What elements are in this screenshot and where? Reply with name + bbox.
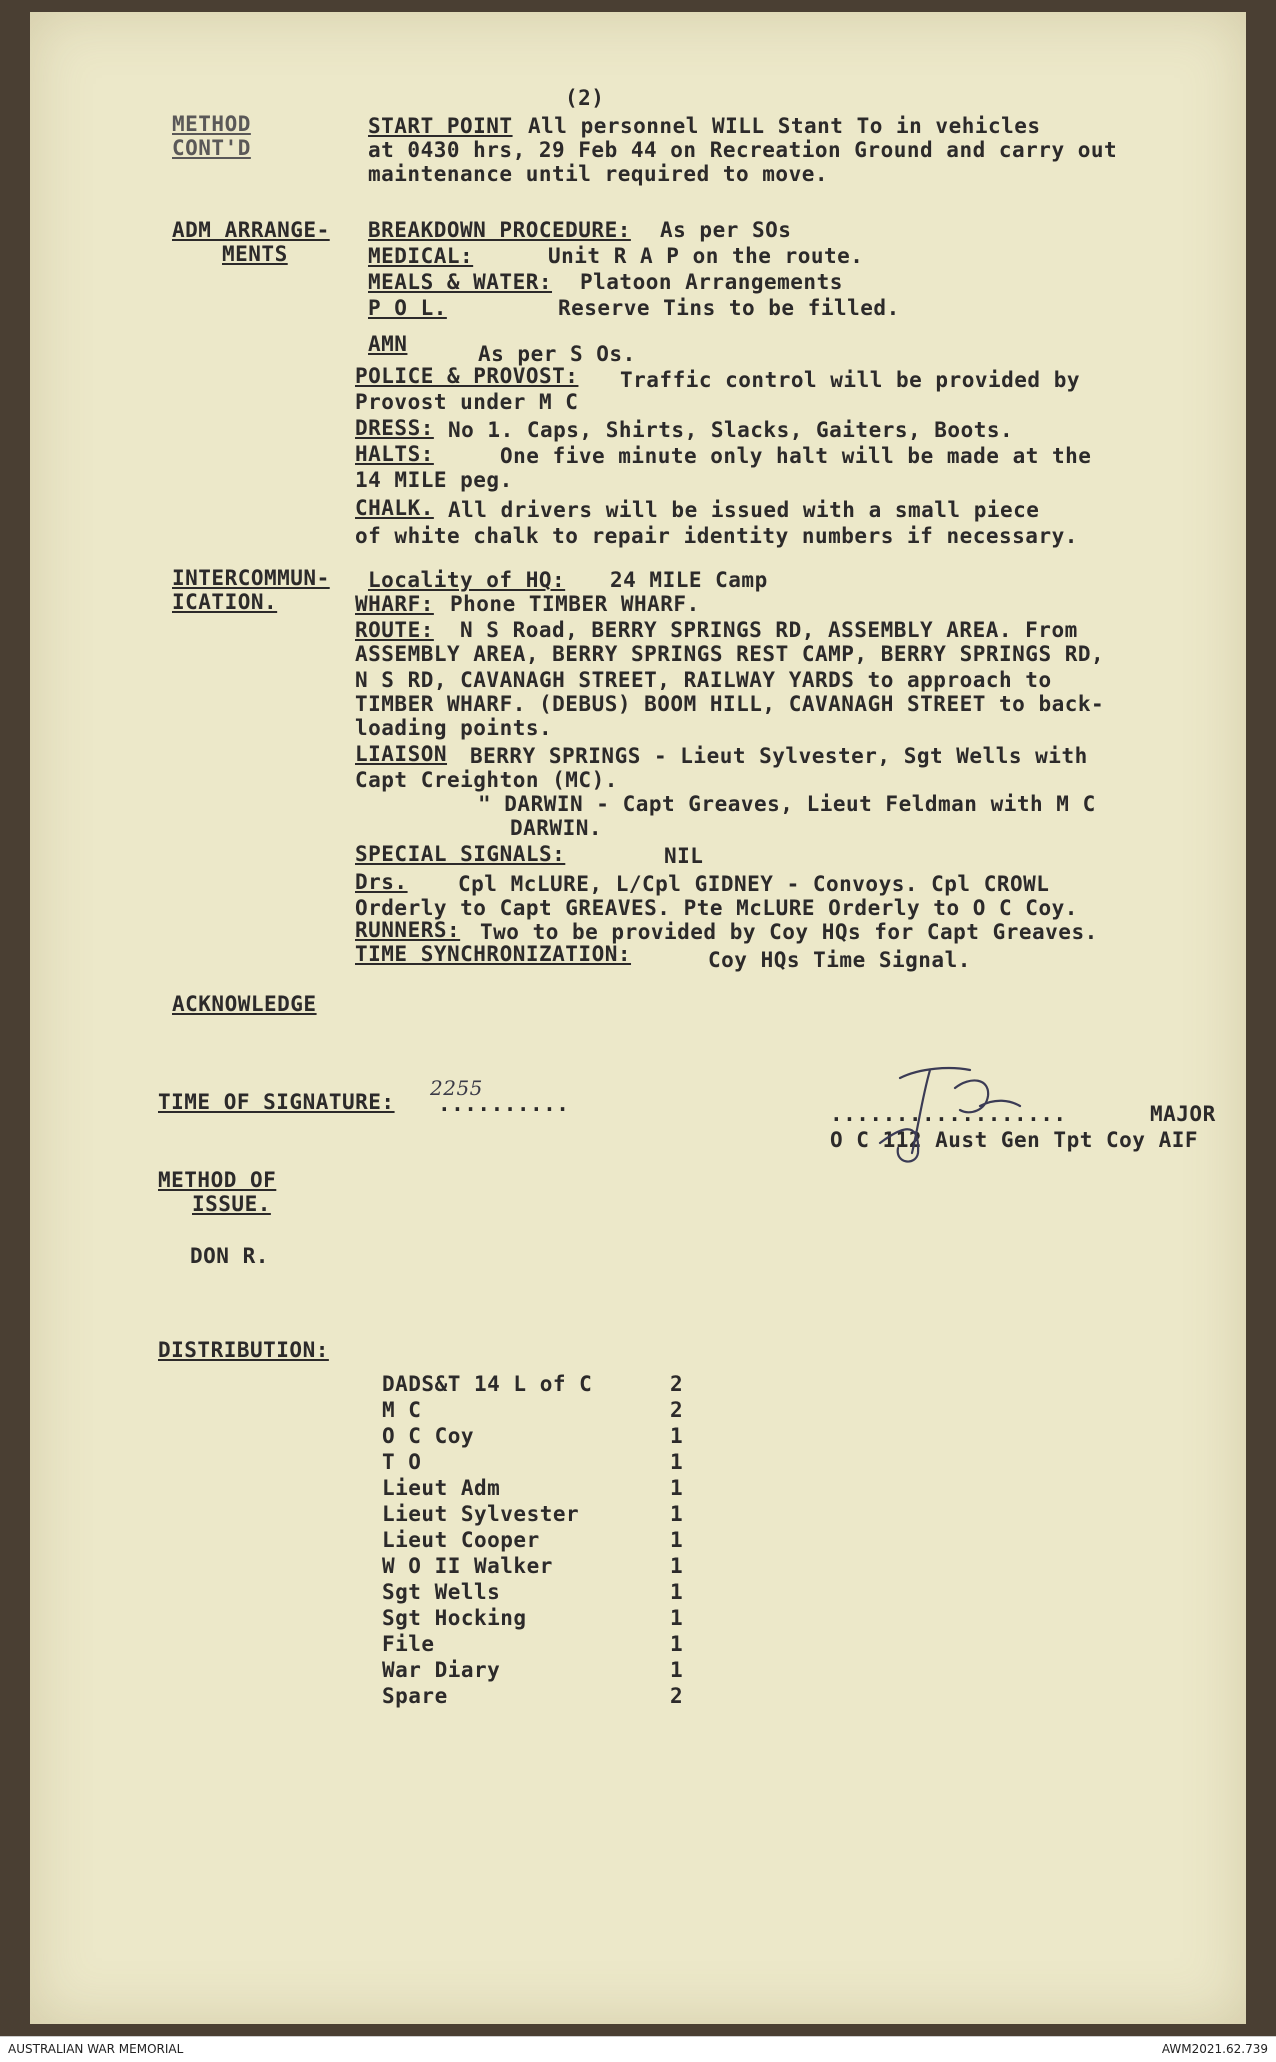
acknowledge: ACKNOWLEDGE bbox=[172, 992, 317, 1016]
distribution-name: W O II Walker bbox=[382, 1554, 553, 1578]
meals-label: MEALS & WATER: bbox=[368, 270, 553, 294]
route-text-cont: TIMBER WHARF. (DEBUS) BOOM HILL, CAVANAGH STREET to back- bbox=[355, 692, 1105, 716]
distribution-name: File bbox=[382, 1632, 435, 1656]
liaison-text: BERRY SPRINGS - Lieut Sylvester, Sgt Wells with bbox=[470, 744, 1088, 768]
distribution-qty: 1 bbox=[670, 1424, 684, 1448]
amn-text: As per S Os. bbox=[478, 342, 636, 366]
halts-text-cont: 14 MILE peg. bbox=[355, 468, 513, 492]
signature-rank: MAJOR bbox=[1150, 1102, 1216, 1126]
adm-heading-cont: MENTS bbox=[222, 242, 288, 266]
method-line: maintenance until required to move. bbox=[368, 162, 829, 186]
wharf-label: WHARF: bbox=[355, 592, 434, 616]
distribution-name: O C Coy bbox=[382, 1424, 475, 1448]
liaison-label: LIAISON bbox=[355, 742, 448, 766]
intercom-heading-cont: ICATION. bbox=[172, 590, 278, 614]
distribution-qty: 1 bbox=[670, 1632, 684, 1656]
method-of-issue-heading-cont: ISSUE. bbox=[192, 1192, 271, 1216]
halts-label: HALTS: bbox=[355, 442, 434, 466]
meals-text: Platoon Arrangements bbox=[580, 270, 843, 294]
amn-label: AMN bbox=[368, 332, 408, 356]
distribution-name: Lieut Sylvester bbox=[382, 1502, 580, 1526]
drs-text-cont: Orderly to Capt GREAVES. Pte McLURE Orderly to O C Coy. bbox=[355, 896, 1078, 920]
route-label: ROUTE: bbox=[355, 618, 434, 642]
distribution-qty: 1 bbox=[670, 1554, 684, 1578]
method-line: at 0430 hrs, 29 Feb 44 on Recreation Ground and carry out bbox=[368, 138, 1118, 162]
special-signals-text: NIL bbox=[664, 844, 704, 868]
distribution-qty: 1 bbox=[670, 1528, 684, 1552]
time-sync-label: TIME SYNCHRONIZATION: bbox=[355, 942, 632, 966]
breakdown-text: As per SOs bbox=[660, 218, 792, 242]
distribution-qty: 2 bbox=[670, 1372, 684, 1396]
distribution-name: Lieut Adm bbox=[382, 1476, 501, 1500]
runners-label: RUNNERS: bbox=[355, 918, 461, 942]
distribution-qty: 1 bbox=[670, 1450, 684, 1474]
method-of-issue-value: DON R. bbox=[190, 1244, 269, 1268]
route-text: N S Road, BERRY SPRINGS RD, ASSEMBLY AREA. From bbox=[460, 618, 1078, 642]
distribution-qty: 2 bbox=[670, 1398, 684, 1422]
medical-text: Unit R A P on the route. bbox=[548, 244, 864, 268]
pol-text: Reserve Tins to be filled. bbox=[558, 296, 900, 320]
distribution-name: Sgt Hocking bbox=[382, 1606, 527, 1630]
distribution-qty: 1 bbox=[670, 1502, 684, 1526]
distribution-qty: 1 bbox=[670, 1580, 684, 1604]
distribution-qty: 2 bbox=[670, 1684, 684, 1708]
distribution-qty: 1 bbox=[670, 1658, 684, 1682]
chalk-label: CHALK. bbox=[355, 496, 434, 520]
distribution-name: Lieut Cooper bbox=[382, 1528, 540, 1552]
locality-text: 24 MILE Camp bbox=[610, 568, 768, 592]
breakdown-label: BREAKDOWN PROCEDURE: bbox=[368, 218, 631, 242]
signature-dots: .................. bbox=[830, 1102, 1067, 1126]
start-point-text: All personnel WILL Stant To in vehicles bbox=[528, 114, 1041, 138]
distribution-heading: DISTRIBUTION: bbox=[158, 1338, 329, 1362]
liaison-text-cont: " DARWIN - Capt Greaves, Lieut Feldman with M C bbox=[478, 792, 1096, 816]
time-of-signature-label: TIME OF SIGNATURE: bbox=[158, 1090, 395, 1114]
liaison-text-cont: DARWIN. bbox=[510, 816, 603, 840]
drs-text: Cpl McLURE, L/Cpl GIDNEY - Convoys. Cpl CROWL bbox=[458, 872, 1050, 896]
runners-text: Two to be provided by Coy HQs for Capt Greaves. bbox=[480, 920, 1098, 944]
wharf-text: Phone TIMBER WHARF. bbox=[450, 592, 700, 616]
route-text-cont: N S RD, CAVANAGH STREET, RAILWAY YARDS to approach to bbox=[355, 668, 1052, 692]
chalk-text-cont: of white chalk to repair identity numbers if necessary. bbox=[355, 524, 1078, 548]
police-text: Traffic control will be provided by bbox=[620, 368, 1081, 392]
distribution-name: T O bbox=[382, 1450, 422, 1474]
distribution-name: M C bbox=[382, 1398, 422, 1422]
time-sync-text: Coy HQs Time Signal. bbox=[708, 948, 971, 972]
medical-label: MEDICAL: bbox=[368, 244, 474, 268]
distribution-name: DADS&T 14 L of C bbox=[382, 1372, 593, 1396]
method-heading: METHOD bbox=[172, 112, 251, 136]
police-label: POLICE & PROVOST: bbox=[355, 364, 579, 388]
time-of-signature-dots: .......... bbox=[438, 1092, 570, 1116]
distribution-name: Spare bbox=[382, 1684, 448, 1708]
time-of-signature-value: 2255 bbox=[430, 1076, 483, 1100]
footer-accession-number: AWM2021.62.739 bbox=[1161, 2042, 1268, 2056]
archive-footer bbox=[0, 2036, 1276, 2062]
handwritten-signature bbox=[860, 1048, 1040, 1168]
intercom-heading: INTERCOMMUN- bbox=[172, 566, 330, 590]
halts-text: One five minute only halt will be made at the bbox=[500, 444, 1092, 468]
adm-heading: ADM ARRANGE- bbox=[172, 218, 330, 242]
method-of-issue-heading: METHOD OF bbox=[158, 1168, 277, 1192]
start-point-label: START POINT bbox=[368, 114, 513, 138]
drs-label: Drs. bbox=[355, 870, 408, 894]
liaison-text-cont: Capt Creighton (MC). bbox=[355, 768, 618, 792]
special-signals-label: SPECIAL SIGNALS: bbox=[355, 842, 566, 866]
document-page bbox=[30, 12, 1246, 2024]
route-text-cont: ASSEMBLY AREA, BERRY SPRINGS REST CAMP, BERRY SPRINGS RD, bbox=[355, 642, 1105, 666]
distribution-qty: 1 bbox=[670, 1606, 684, 1630]
footer-institution: AUSTRALIAN WAR MEMORIAL bbox=[8, 2042, 184, 2056]
distribution-name: Sgt Wells bbox=[382, 1580, 501, 1604]
dress-text: No 1. Caps, Shirts, Slacks, Gaiters, Boots. bbox=[448, 418, 1014, 442]
locality-label: Locality of HQ: bbox=[368, 568, 566, 592]
method-heading-cont: CONT'D bbox=[172, 136, 251, 160]
pol-label: P O L. bbox=[368, 296, 447, 320]
police-text-cont: Provost under M C bbox=[355, 390, 579, 414]
chalk-text: All drivers will be issued with a small piece bbox=[448, 498, 1040, 522]
page-number: (2) bbox=[565, 86, 605, 110]
route-text-cont: loading points. bbox=[355, 716, 553, 740]
distribution-qty: 1 bbox=[670, 1476, 684, 1500]
dress-label: DRESS: bbox=[355, 416, 434, 440]
signature-unit: O C 112 Aust Gen Tpt Coy AIF bbox=[830, 1128, 1199, 1152]
distribution-name: War Diary bbox=[382, 1658, 501, 1682]
